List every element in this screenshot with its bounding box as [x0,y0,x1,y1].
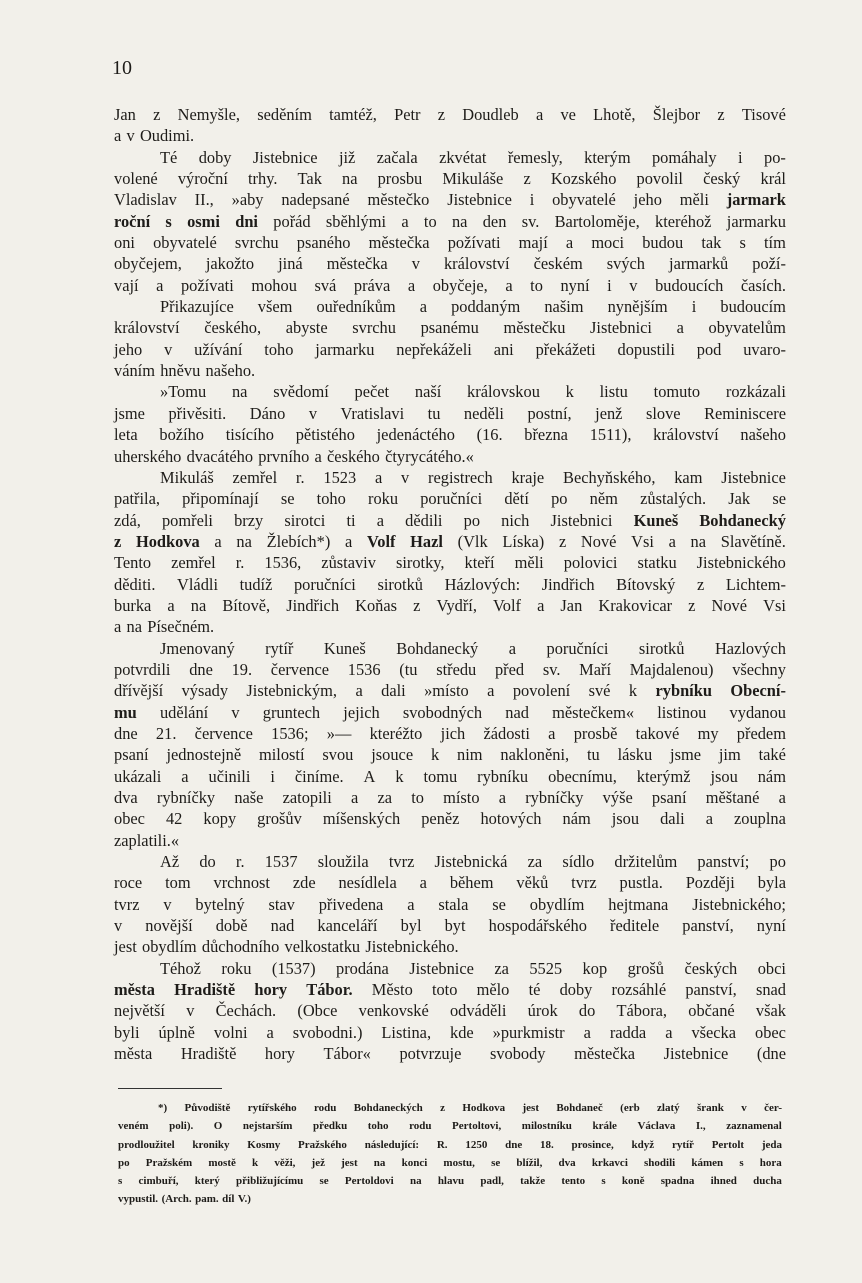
text-line: byli úplně volni a svobodni.) Listina, kde »purkmistr a radda a všecka obec [114,1022,786,1042]
text-line: roční s osmi dni pořád sběhlými a to na den sv. Bartoloměje, kteréhož jarmarku [114,211,786,231]
footnote-line: vypustil. (Arch. pam. díl V.) [118,1193,251,1206]
text-line: Mikuláš zemřel r. 1523 a v registrech kraje Bechyňského, kam Jistebnice [160,467,786,487]
text-line: jest obydlím důchodního velkostatku Jistebnického. [114,937,459,957]
text-line: jsme přivěsiti. Dáno v Vratislavi tu neděli postní, jenž slove Reminiscere [114,403,786,423]
text-line: dva rybníčky naše zatopili a za to místo a rybníčky výše psaní měštané a [114,788,786,807]
text-line: volené výroční trhy. Tak na prosbu Mikuláše z Kozského povolil český král [114,169,786,189]
text-line: burka a na Bítově, Jindřich Koňas z Vydří, Volf a Jan Krakovicar z Nové Vsi [114,595,786,615]
text-line: největší v Čechách. (Obce venkovské odváděli úrok do Tábora, občané však [114,1001,786,1021]
text-line: v novější době nad kanceláří byl byt hospodářského ředitele panství, nyní [114,916,786,936]
footnote-line: po Pražském mostě k věži, jež jest na konci mostu, se blížil, dva krkavci shodili kámen s hora [118,1156,782,1169]
text-line: Vladislav II., »aby nadepsané městečko Jistebnice i obyvatelé jeho měli jarmark [114,190,786,210]
text-line: váním hněvu našeho. [114,361,256,381]
text-line: dřívější výsady Jistebnickým, a dali »místo a povolení své k rybníku Obecní- [114,681,786,701]
text-line: tvrz v bytelný stav přivedena a stala se obydlím hejtmana Jistebnického; [114,894,786,914]
text-line: a na Písečném. [114,617,215,637]
text-line: zaplatili.« [114,830,180,850]
page-number: 10 [112,57,132,79]
text-line: obyčejem, jakožto jiná městečka v království českém svých jarmarků poží- [114,254,786,274]
text-line: dne 21. července 1536; »— kteréžto jich žádosti a prosbě takové my předem [114,723,786,743]
text-line: Tento zemřel r. 1536, zůstaviv sirotky, kteří měli polovici statku Jistebnického [114,553,786,573]
text-line: potvrdili dne 19. července 1536 (tu středu před sv. Maří Majdalenou) všechny [114,659,786,679]
text-line: děditi. Vládli tudíž poručníci sirotků Házlových: Jindřich Bítovský z Lichtem- [114,574,786,594]
text-line: ukázali a učinili i činíme. A k tomu rybníku obecnímu, kterýmž jsou nám [114,766,786,786]
text-line: roce tom vrchnost zde nesídlela a během věků tvrz pustla. Později byla [114,873,786,893]
text-line: jeho v užívání toho jarmarku nepřekáželi ani překážeti dopustili pod uvaro- [114,339,786,359]
text-line: a v Oudimi. [114,126,195,146]
text-line: Až do r. 1537 sloužila tvrz Jistebnická za sídlo držitelům panství; po [160,852,786,872]
text-line: patřila, připomínají se toho roku poručníci dětí po něm zůstalých. Jak se [114,489,786,509]
footnote-line: s cimbuří, který přibližujícímu se Pertoldovi na hlavu padl, takže tento s koně spadna ihned ducha [118,1175,782,1188]
text-line: obec 42 kopy grošův míšenských peněz hotových nám jsou dali a zouplna [114,809,786,829]
text-line: zdá, pomřeli brzy sirotci ti a dědili po nich Jistebnici Kuneš Bohdanecký [114,510,786,530]
footnote-line: *) Původiště rytířského rodu Bohdaneckých z Hodkova jest Bohdaneč (erb zlatý šrank v čer- [158,1102,782,1114]
text-line: »Tomu na svědomí pečet naší královskou k listu tomuto rozkázali [160,382,786,402]
text-line: z Hodkova a na Žlebích*) a Volf Hazl (Vlk Líska) z Nové Vsi a na Slavětíně. [114,531,786,551]
text-line: města Hradiště hory Tábor« potvrzuje svobody městečka Jistebnice (dne [114,1044,786,1064]
text-line: Té doby Jistebnice již začala zkvétat řemesly, kterým pomáhaly i po- [160,147,786,167]
body-text [114,104,786,1064]
text-line: Téhož roku (1537) prodána Jistebnice za 5525 kop grošů českých obci [160,958,786,978]
footnote-separator [118,1088,222,1089]
text-line: oni obyvatelé svrchu psaného městečka požívati mají a moci budou tak s tím [114,233,786,253]
text-line: vají a požívati mohou svá práva a obyčeje, a to nyní i v budoucích časích. [114,275,786,295]
text-line: Jmenovaný rytíř Kuneš Bohdanecký a poručníci sirotků Hazlových [160,638,786,658]
text-line: Jan z Nemyšle, seděním tamtéž, Petr z Doudleb a ve Lhotě, Šlejbor z Tisové [114,105,786,124]
text-line: mu udělání v gruntech jejich svobodných nad městečkem« listinou vydanou [114,702,786,722]
footnote [118,1099,782,1209]
text-line: Přikazujíce všem ouředníkům a poddaným našim nynějším i budoucím [160,297,786,317]
text-line: království českého, abyste svrchu psanému městečku Jistebnici a obyvatelům [114,318,786,338]
footnote-line: prodloužitel kroniky Kosmy Pražského následující: R. 1250 dne 18. prosince, když rytíř Pertolt jeda [118,1138,782,1151]
text-line: města Hradiště hory Tábor. Město toto mělo té doby rozsáhlé panství, snad [114,980,786,1000]
text-line: uherského dvacátého prvního a českého čtyrycátého.« [114,446,474,466]
text-line: leta božího tisícího pětistého jedenáctého (16. března 1511), království našeho [114,425,786,445]
footnote-line: veném poli). O nejstarším předku toho rodu Pertoltovi, milostníku krále Václava I., zaznamenal [118,1120,782,1133]
text-line: psaní jednostejně milostí svou jsouce k nim nakloněni, tu lásku jsme jim také [114,745,786,765]
